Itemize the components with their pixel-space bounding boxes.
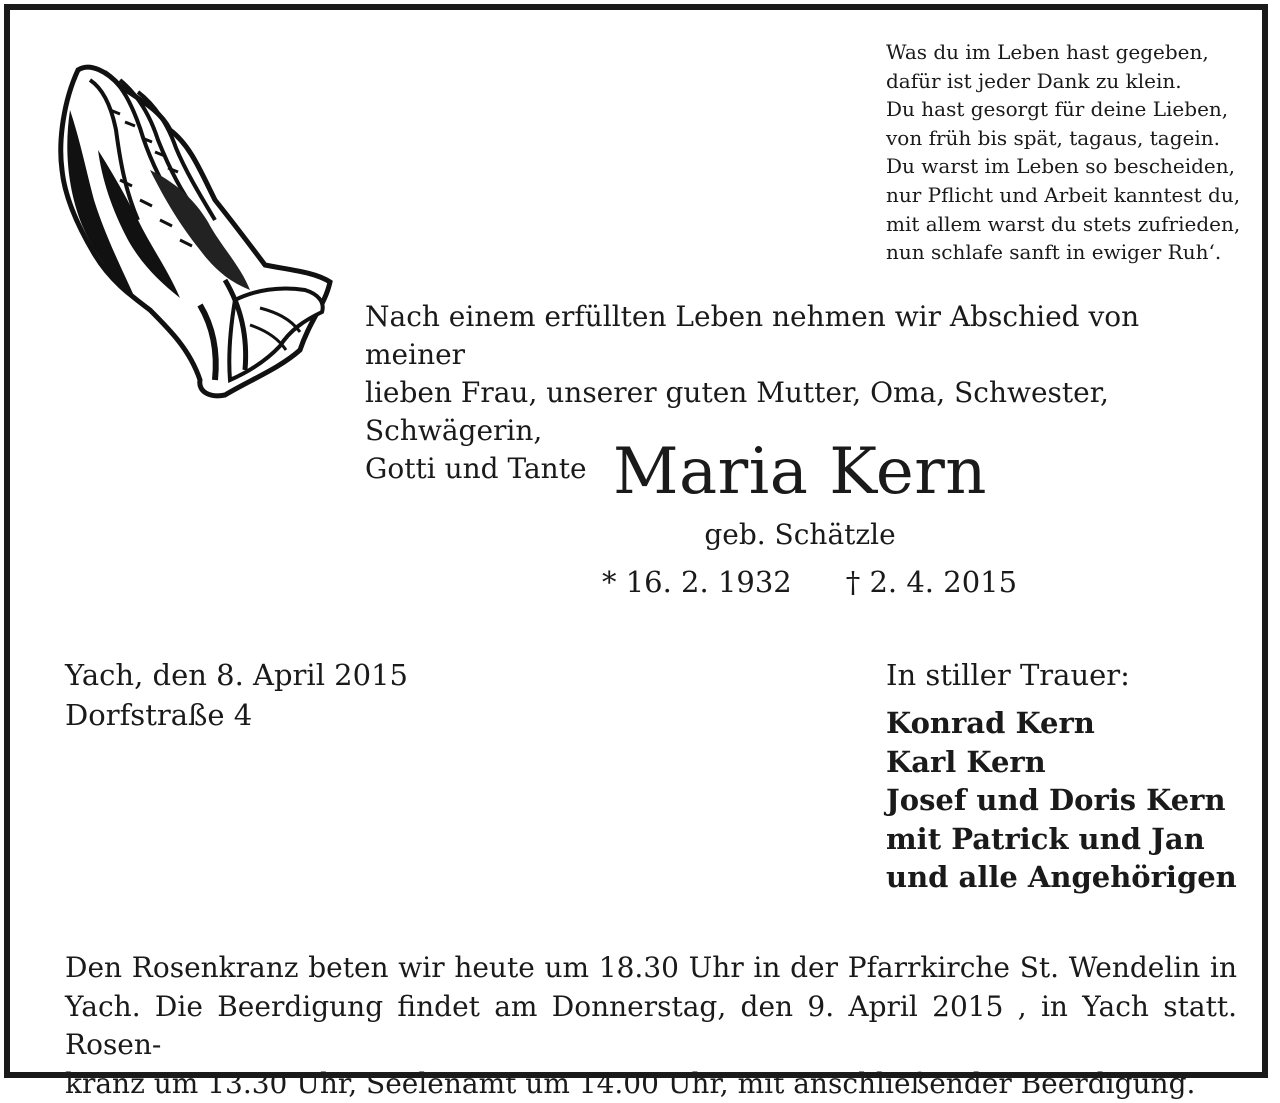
life-dates <box>602 562 1017 602</box>
intro-line: Gotti und Tante <box>365 450 1245 488</box>
mourners-list <box>886 704 1237 897</box>
address-line: Dorfstraße 4 <box>65 695 408 735</box>
poem-line: dafür ist jeder Dank zu klein. <box>886 69 1182 93</box>
birth-date: * 16. 2. 1932 <box>602 565 792 599</box>
mourner-name: mit Patrick und Jan <box>886 820 1237 859</box>
poem-block <box>886 38 1266 267</box>
deceased-name: Maria Kern <box>10 430 1280 514</box>
poem-line: mit allem warst du stets zufrieden, <box>886 212 1240 236</box>
poem-line: nur Pflicht und Arbeit kanntest du, <box>886 183 1240 207</box>
mourner-name: und alle Angehörigen <box>886 858 1237 897</box>
poem-line: Du warst im Leben so bescheiden, <box>886 154 1235 178</box>
mourner-name: Karl Kern <box>886 743 1237 782</box>
mourner-name: Konrad Kern <box>886 704 1237 743</box>
poem-line: von früh bis spät, tagaus, tagein. <box>886 126 1220 150</box>
footer-line: Yach. Die Beerdigung findet am Donnerstag, den 9. April 2015 , in Yach statt. Rosen- <box>65 988 1237 1065</box>
maiden-name: geb. Schätzle <box>10 515 1280 555</box>
footer-line: Den Rosenkranz beten wir heute um 18.30 Uhr in der Pfarrkirche St. Wendelin in <box>65 949 1237 988</box>
place-and-date <box>65 655 408 735</box>
poem-line: Du hast gesorgt für deine Lieben, <box>886 97 1228 121</box>
poem-line: Was du im Leben hast gegeben, <box>886 40 1209 64</box>
mourner-name: Josef und Doris Kern <box>886 781 1237 820</box>
poem-line: nun schlafe sanft in ewiger Ruh‘. <box>886 240 1221 264</box>
praying-hands-icon <box>50 50 350 410</box>
footer-line: kranz um 13.30 Uhr, Seelenamt um 14.00 Uhr, mit anschließender Beerdigung. <box>65 1065 1237 1103</box>
mourning-heading: In stiller Trauer: <box>886 655 1130 695</box>
funeral-details <box>65 949 1237 1103</box>
intro-line: Nach einem erfüllten Leben nehmen wir Abschied von meiner <box>365 298 1245 374</box>
death-date: † 2. 4. 2015 <box>846 565 1017 599</box>
obituary-frame <box>4 4 1268 1078</box>
place-date-line: Yach, den 8. April 2015 <box>65 655 408 695</box>
intro-line: lieben Frau, unserer guten Mutter, Oma, Schwester, Schwägerin, <box>365 374 1245 450</box>
